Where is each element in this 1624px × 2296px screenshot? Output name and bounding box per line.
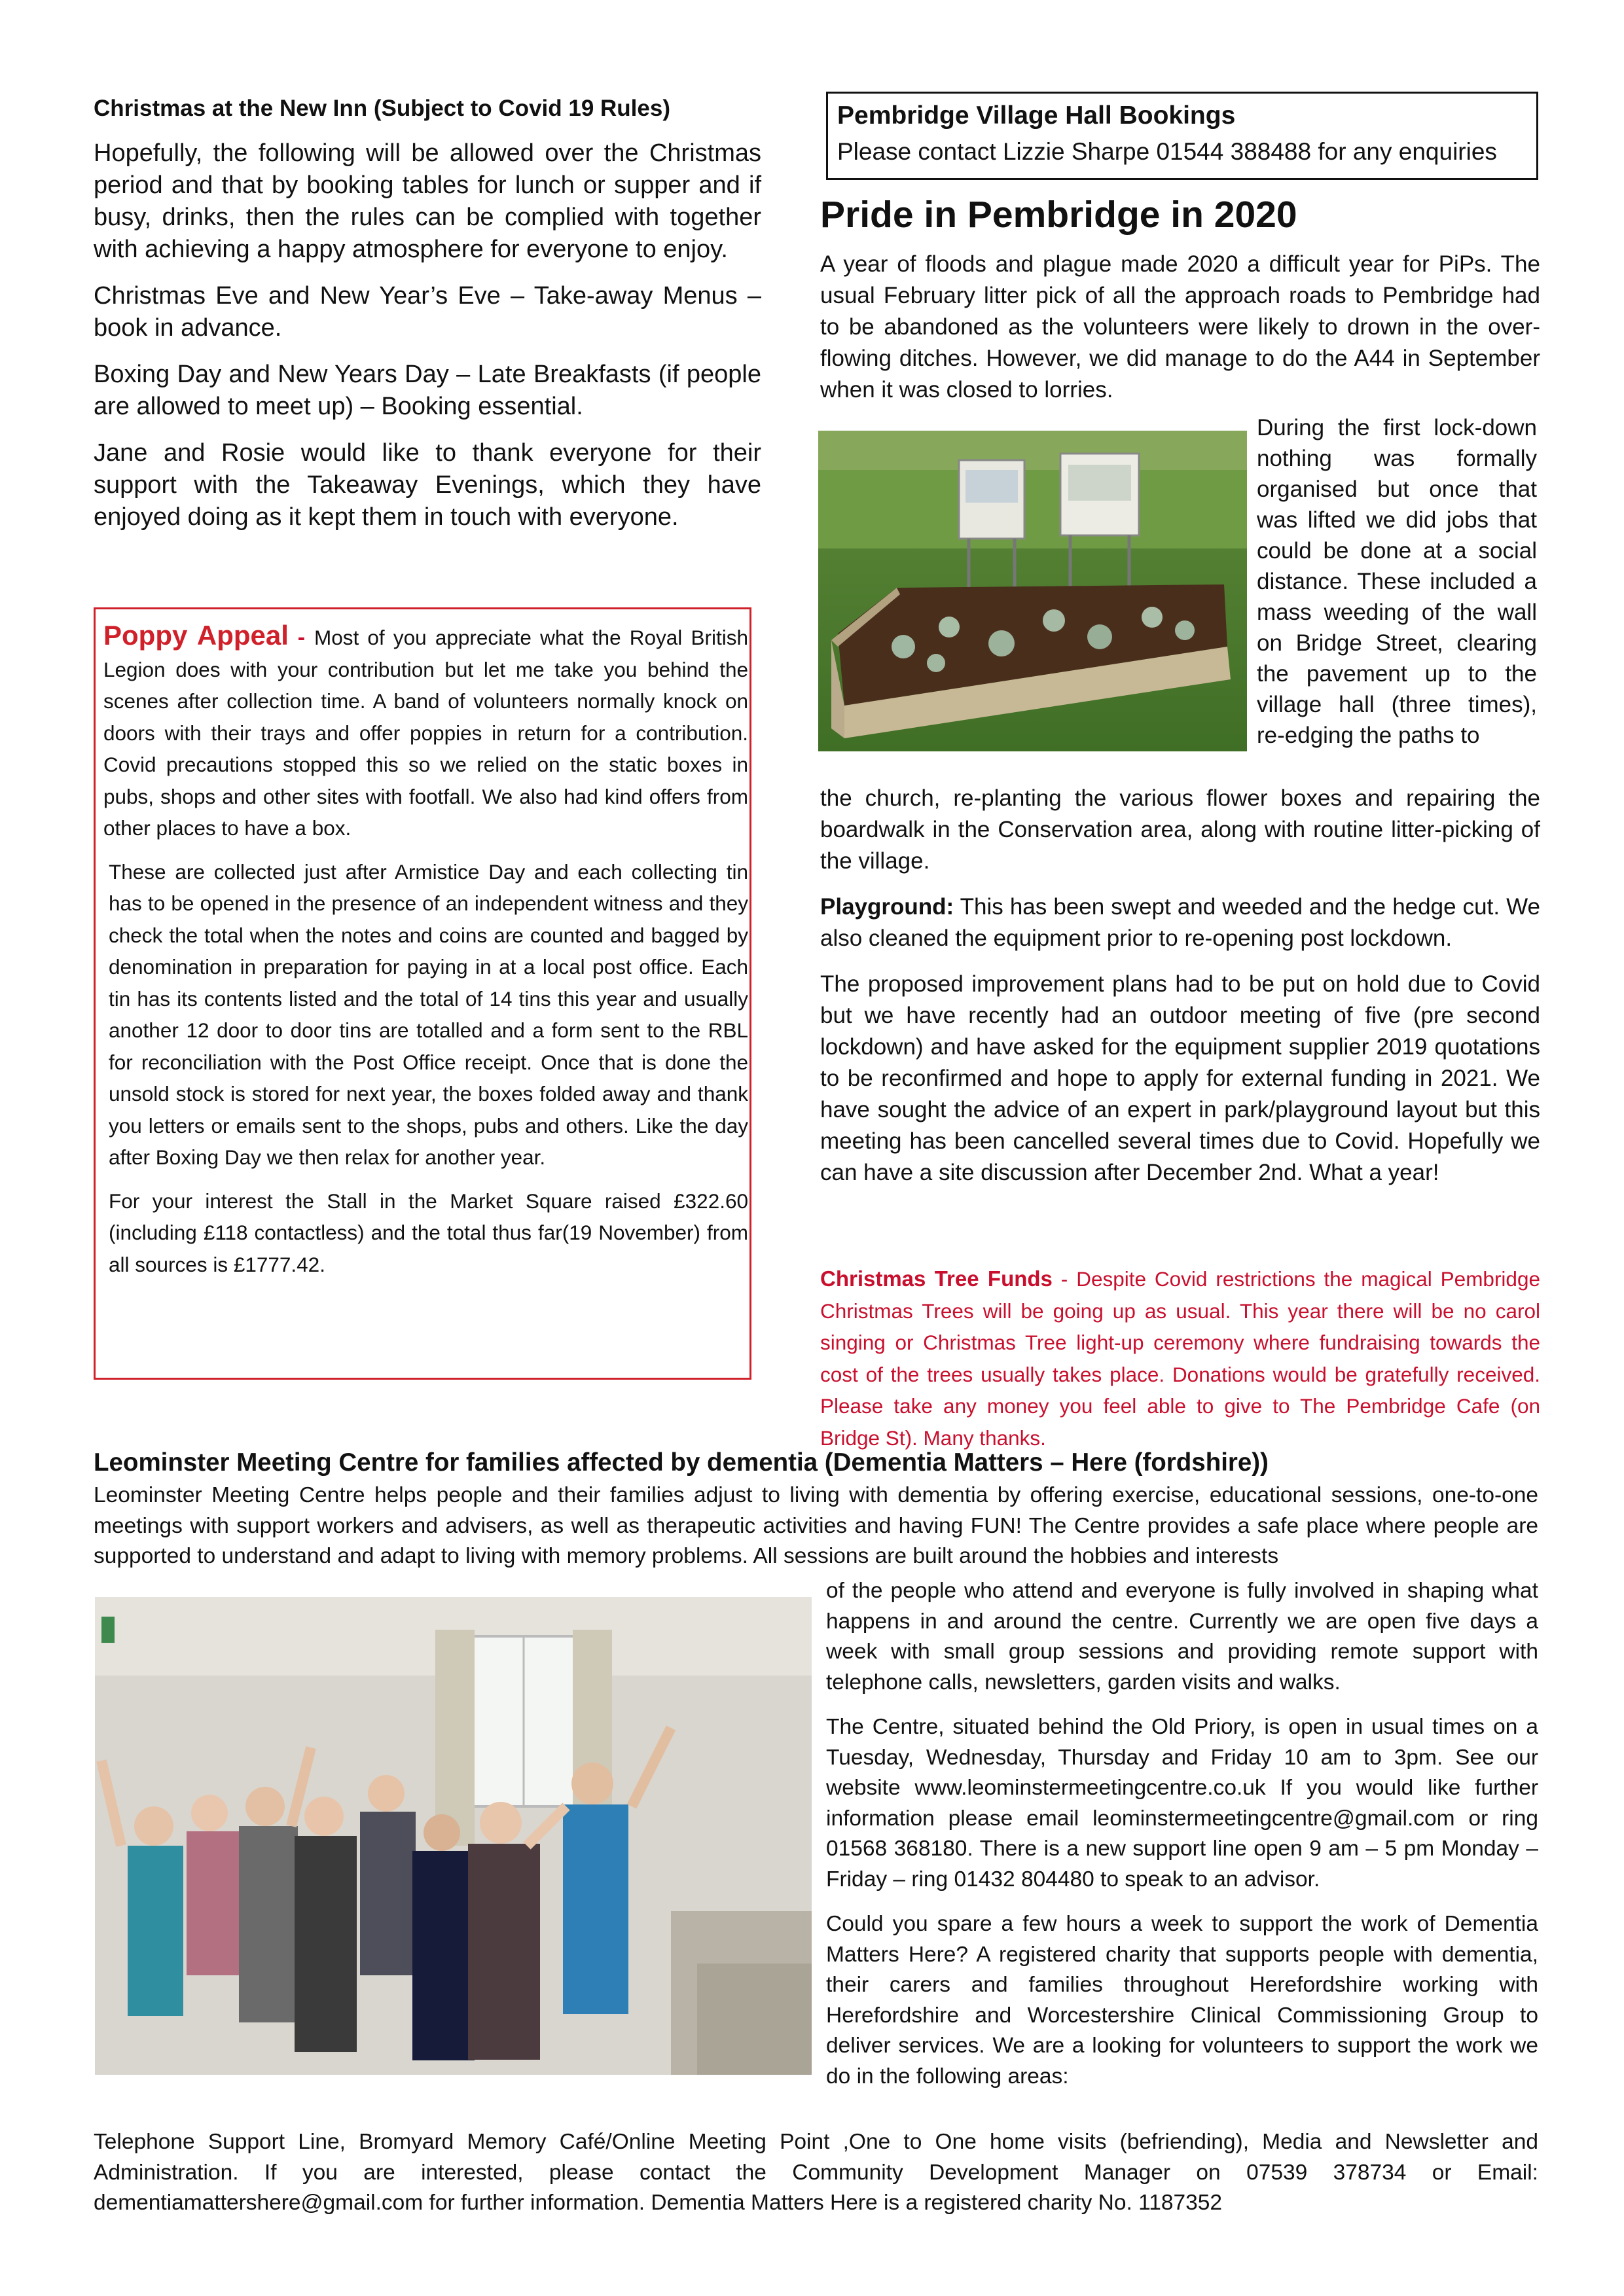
dementia-right-para-3: Could you spare a few hours a week to support the work of Dementia Matters Here? A registered charity that supports people with dementia, their carers and families throughout Herefordshire working with Herefordshire and Worcestershire Clinical Commissioning Group to deliver services. We are a looking for volunteers to support the work we do in the following areas: xyxy=(826,1912,1538,2089)
pride-cont-para: the church, re-planting the various flower boxes and repairing the boardwalk in the Conservation area, along with routine litter-picking of the village. xyxy=(820,785,1540,874)
pride-intro: A year of floods and plague made 2020 a difficult year for PiPs. The usual February litter pick of all the approach roads to Pembridge had to be abandoned as the volunteers were likely to drown in the over-flowing ditches. However, we did manage to do the A44 in September when it was closed to lorries. xyxy=(820,251,1540,403)
improvement-plans-para: The proposed improvement plans had to be put on hold due to Covid but we have recently had an outdoor meeting of five (pre second lockdown) and have asked for the equipment supplier 2019 quotations to be reconfirmed and hope to apply for external funding in 2021. We have sought the advice of an expert in park/playground layout but this meeting has been cancelled several times due to Covid. Hopefully we can have a site discussion after December 2nd. What a year! xyxy=(820,971,1540,1185)
pride-in-pembridge-title: Pride in Pembridge in 2020 xyxy=(820,194,1297,236)
playground-label: Playground: xyxy=(820,894,954,920)
poppy-para-3: For your interest the Stall in the Market Square raised £322.60 (including £118 contactless) and the total thus far(19 November) from all sources is £1777.42. xyxy=(109,1189,748,1276)
village-hall-bookings-box xyxy=(826,92,1538,180)
dementia-right-para-1: of the people who attend and everyone is fully involved in shaping what happens in and around the centre. Currently we are open five days a week with small group sessions and providing remote support with telephone calls, newsletters, garden visits and walks. xyxy=(826,1579,1538,1695)
hall-bookings-title: Pembridge Village Hall Bookings xyxy=(837,101,1236,130)
group-photo xyxy=(95,1597,812,2075)
tree-funds-title: Christmas Tree Funds xyxy=(820,1266,1053,1291)
poppy-intro xyxy=(103,620,748,844)
poppy-para-2: These are collected just after Armistice Day and each collecting tin has to be opened in the presence of an independent witness and they check the total when the notes and coins are counted and bagged by denomination in preparation for paying in at a local post office. Each tin has its contents listed and the total of 14 tins this year and usually another 12 door to door tins are totalled and a form sent to the RBL for reconciliation with the Post Office receipt. Once that is done the unsold stock is stored for next year, the boxes folded away and thank you letters or emails sent to the shops, pubs and others. Like the day after Boxing Day we then relax for another year. xyxy=(109,859,748,1169)
planter-photo xyxy=(818,431,1247,751)
playground-text: This has been swept and weeded and the hedge cut. We also cleaned the equipment prior to re-opening post lockdown. xyxy=(820,894,1540,951)
dementia-bottom-para: Telephone Support Line, Bromyard Memory Café/Online Meeting Point ,One to One home visits (befriending), Media and Newsletter and Administration. If you are interested, please contact the Community Development Manager on 07539 378734 or Email: dementiamattershere@gmail.com for further information. Dementia Matters Here is a registered charity No. 1187352 xyxy=(94,2130,1538,2215)
pride-wrapped-text: During the first lock-down nothing was formally organised but once that was lifted we did jobs that could be done at a social distance. These included a mass weeding of the wall on Bridge Street, clearing the pavement up to the village hall (three times), re-edging the paths to xyxy=(1257,415,1537,748)
hall-bookings-text: Please contact Lizzie Sharpe 01544 388488 for any enquiries xyxy=(837,138,1497,165)
dementia-intro: Leominster Meeting Centre helps people and their families adjust to living with dementia by offering exercise, educational sessions, one-to-one meetings with support workers and advisers, as well as therapeutic activities and having FUN! The Centre provides a safe place where people are supported to understand and adapt to living with memory problems. All sessions are built around the hobbies and interests xyxy=(94,1483,1538,1568)
tree-funds-text: - Despite Covid restrictions the magical Pembridge Christmas Trees will be going up as usual. This year there will be no carol singing or Christmas Tree light-up ceremony where fundraising towards the cost of the trees usually takes place. Donations would be gratefully received. Please take any money you feel able to give to The Pembridge Cafe (on Bridge St). Many thanks. xyxy=(820,1267,1540,1450)
dementia-right-column xyxy=(826,1576,1538,2106)
new-inn-para-3: Boxing Day and New Years Day – Late Breakfasts (if people are allowed to meet up) – Booking essential. xyxy=(94,361,761,420)
new-inn-para-1: Hopefully, the following will be allowed over the Christmas period and that by booking tables for lunch or supper and if busy, drinks, then the rules can be complied with together with achieving a happy atmosphere for everyone to enjoy. xyxy=(94,139,761,263)
poppy-dash: - xyxy=(288,625,314,650)
poppy-appeal-box xyxy=(94,607,751,1380)
new-inn-heading: Christmas at the New Inn (Subject to Covid 19 Rules) xyxy=(94,96,670,121)
playground-para xyxy=(820,891,1540,954)
christmas-tree-funds xyxy=(820,1263,1540,1454)
planter-photo-graphic xyxy=(818,431,1247,751)
new-inn-section xyxy=(94,93,761,548)
poppy-intro-text: Most of you appreciate what the Royal British Legion does with your contribution but let me take you behind the scenes after collection time. A band of volunteers normally knock on doors with their trays and offer poppies in return for a contribution. Covid precautions stopped this so we relied on the static boxes in pubs, shops and other sites with footfall. We also had kind offers from other places to have a box. xyxy=(103,626,748,840)
dementia-right-para-2: The Centre, situated behind the Old Priory, is open in usual times on a Tuesday, Wednesday, Thursday and Friday 10 am to 3pm. See our website www.leominstermeetingcentre.co.uk If you would like further information please email leominstermeetingcentre@gmail.com or ring 01568 368180. There is a new support line open 9 am – 5 pm Monday – Friday – ring 01432 804480 to speak to an advisor. xyxy=(826,1715,1538,1892)
new-inn-para-4: Jane and Rosie would like to thank everyone for their support with the Takeaway Evenings, which they have enjoyed doing as it kept them in touch with everyone. xyxy=(94,439,761,531)
poppy-appeal-title: Poppy Appeal xyxy=(103,620,289,651)
dementia-title: Leominster Meeting Centre for families affected by dementia (Dementia Matters – Here (fordshire)) xyxy=(94,1448,1269,1477)
group-photo-graphic xyxy=(95,1597,812,2075)
pride-continued xyxy=(820,783,1540,1203)
new-inn-para-2: Christmas Eve and New Year’s Eve – Take-away Menus – book in advance. xyxy=(94,282,761,342)
